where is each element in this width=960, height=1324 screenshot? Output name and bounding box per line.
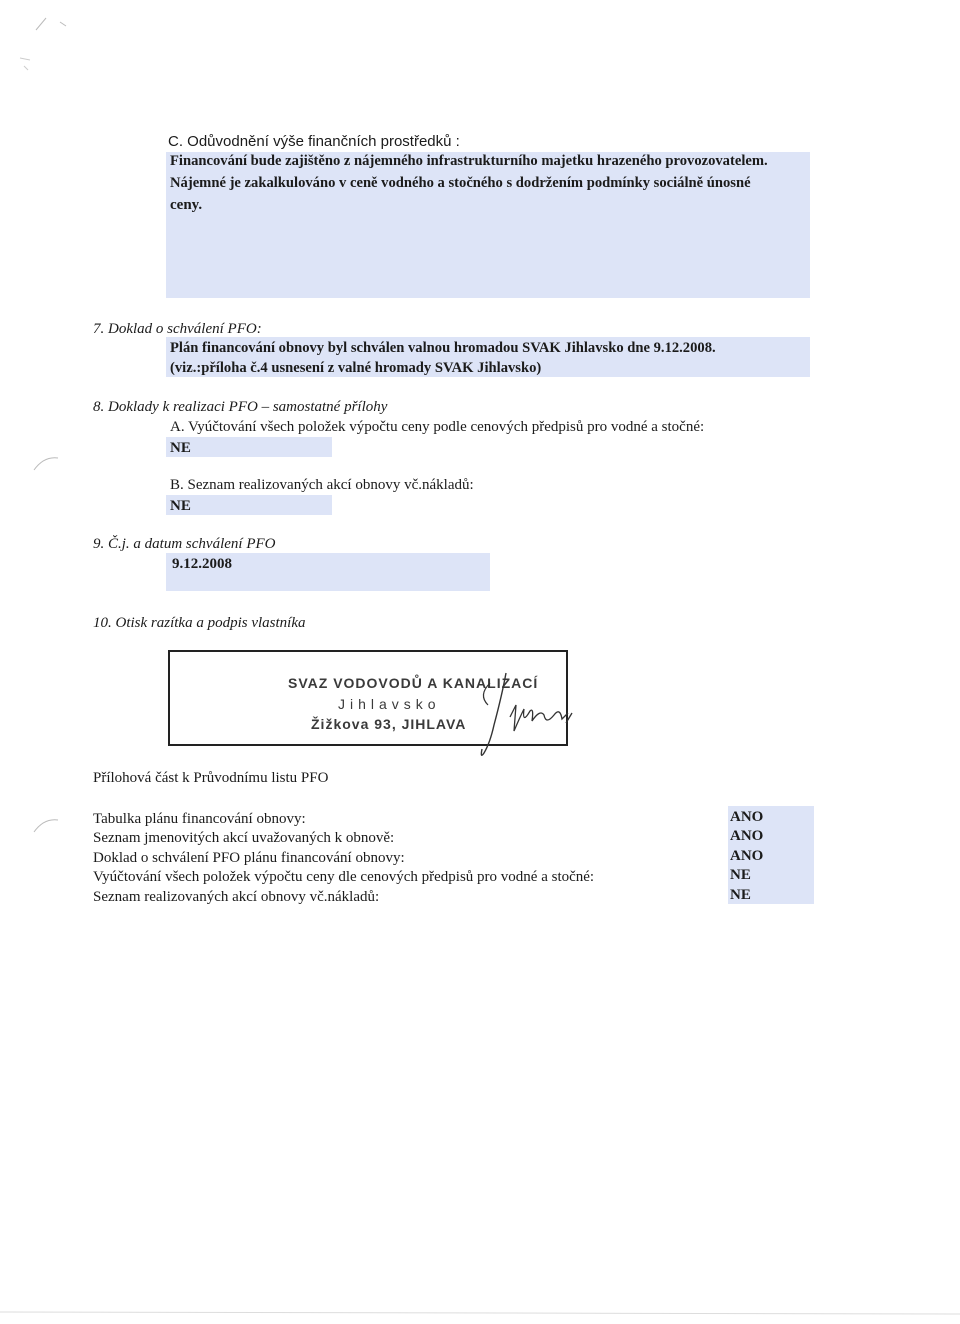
attachment-item-label: Tabulka plánu financování obnovy: [93, 811, 306, 827]
attachment-item-label: Vyúčtování všech položek výpočtu ceny dle cenových předpisů pro vodné a stočné: [93, 869, 595, 885]
section-c-line-2: Nájemné je zakalkulováno v ceně vodného a stočného s dodržením podmínky sociálně únosné [170, 175, 751, 191]
section-8-item-b-value: NE [170, 498, 191, 514]
section-7-line-2: (viz.:příloha č.4 usnesení z valné hromady SVAK Jihlavsko) [170, 360, 542, 376]
attachments-title: Přílohová část k Průvodnímu listu PFO [93, 770, 329, 786]
section-9-heading: 9. Č.j. a datum schválení PFO [93, 536, 276, 552]
signature-icon [470, 665, 590, 765]
section-c-line-1: Financování bude zajištěno z nájemného infrastrukturního majetku hrazeného provozovatelem. [170, 153, 768, 169]
stamp-line-1: SVAZ VODOVODŮ A KANALIZACÍ [288, 675, 539, 691]
section-8-item-a-highlight [166, 437, 332, 457]
section-7-line-1: Plán financování obnovy byl schválen valnou hromadou SVAK Jihlavsko dne 9.12.2008. [170, 340, 716, 356]
stamp-line-2: Jihlavsko [338, 696, 441, 712]
section-8-item-b-highlight [166, 495, 332, 515]
attachment-item-value: ANO [730, 809, 764, 825]
section-8-heading: 8. Doklady k realizaci PFO – samostatné přílohy [93, 399, 388, 415]
attachment-item-value: ANO [730, 828, 764, 844]
stamp-line-3: Žižkova 93, JIHLAVA [311, 716, 467, 732]
section-9-value: 9.12.2008 [172, 556, 232, 572]
attachment-item-value: NE [730, 867, 751, 883]
attachment-item-label: Seznam jmenovitých akcí uvažovaných k obnově: [93, 830, 395, 846]
attachment-item-label: Seznam realizovaných akcí obnovy vč.nákladů: [93, 889, 380, 905]
section-c-line-3: ceny. [170, 197, 203, 213]
section-c-heading: C. Odůvodnění výše finančních prostředků : [168, 133, 460, 150]
section-8-item-b-label: B. Seznam realizovaných akcí obnovy vč.nákladů: [170, 477, 474, 493]
section-7-heading: 7. Doklad o schválení PFO: [93, 321, 262, 337]
attachment-item-value: NE [730, 887, 751, 903]
attachment-item-label: Doklad o schválení PFO plánu financování obnovy: [93, 850, 405, 866]
section-8-item-a-value: NE [170, 440, 191, 456]
section-10-heading: 10. Otisk razítka a podpis vlastníka [93, 615, 306, 631]
attachment-item-value: ANO [730, 848, 764, 864]
section-8-item-a-label: A. Vyúčtování všech položek výpočtu ceny podle cenových předpisů pro vodné a stočné: [170, 419, 705, 435]
